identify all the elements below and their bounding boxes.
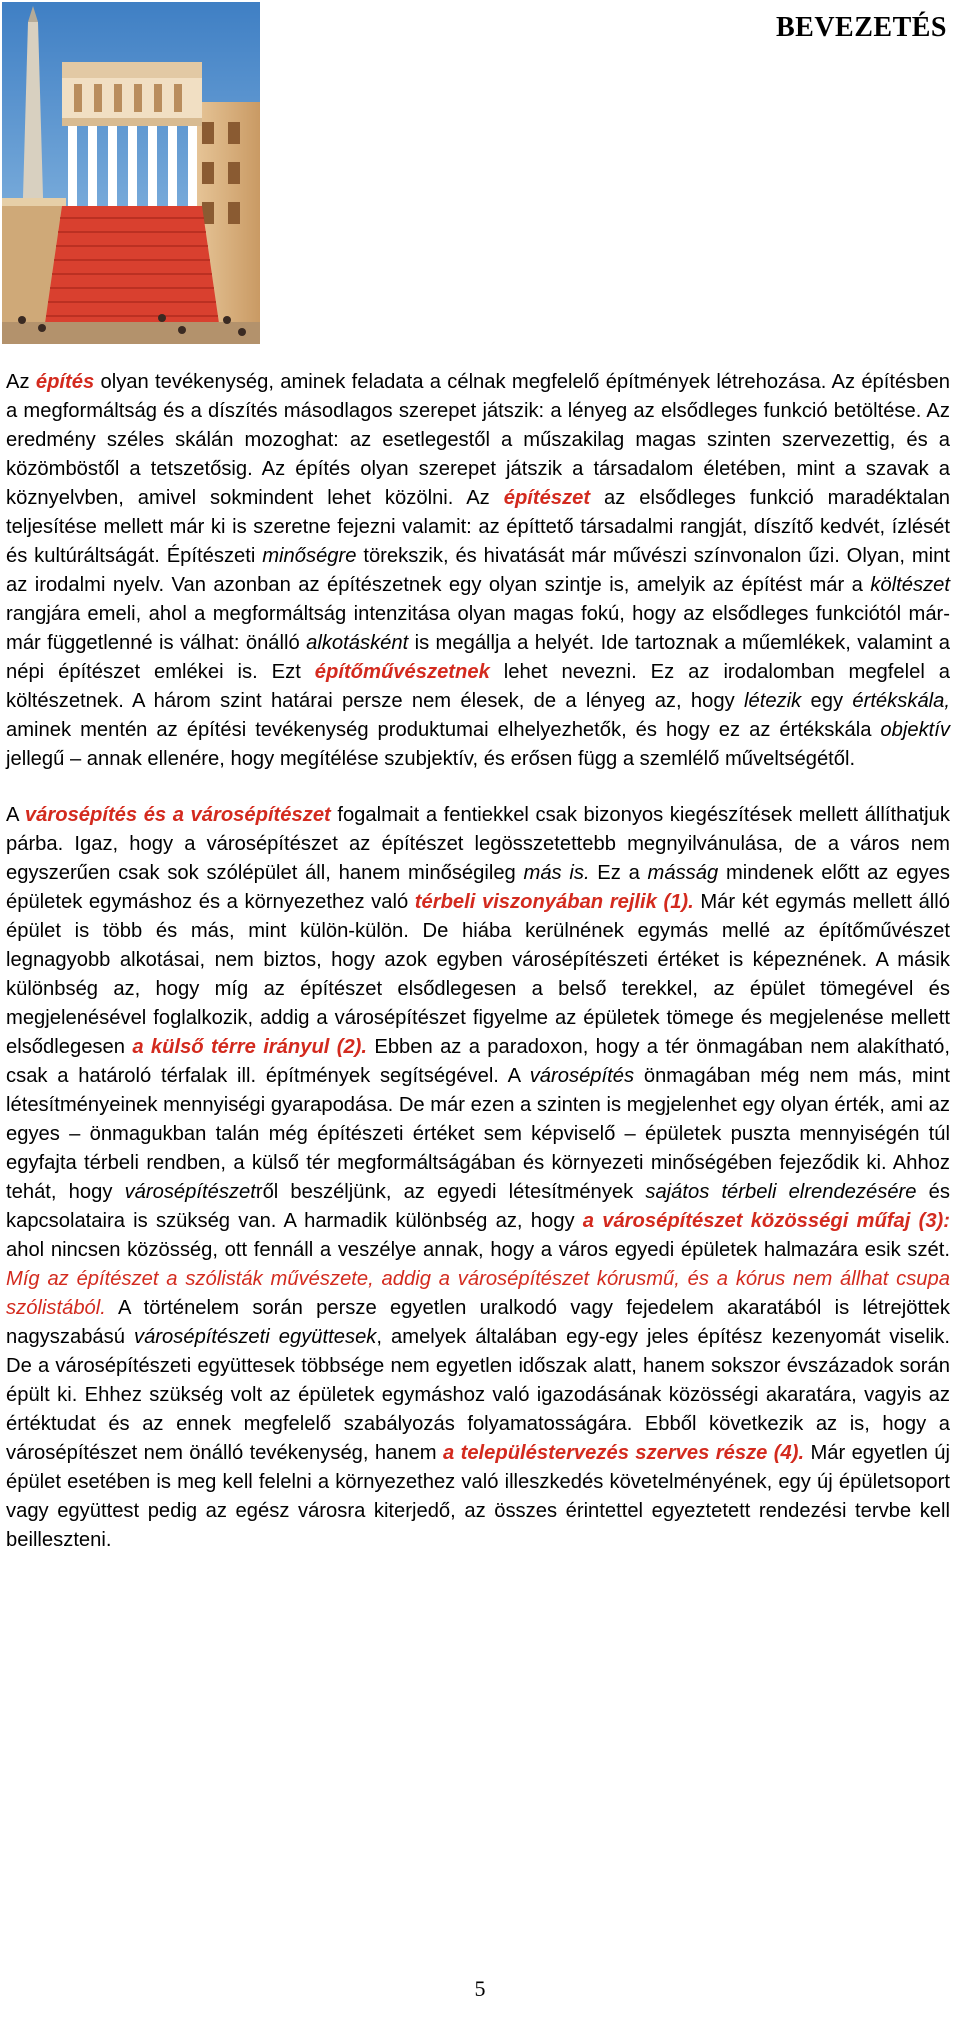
text-run: olyan tevékenység, aminek feladata a célnak megfelelő építmények létrehozása. Az építésben a megformáltság és a díszítés másodlagos szerepet játszik: a lényeg az elsődleges funkció betöltése. Az eredmény széles skálán mozoghat: az esetlegestől a műszakilag magas szinten szervezettig, és a közömböstől a tetszetősig. Az építés olyan szerepet játszik a társadalom életében, mint a szavak a köznyelvben, amivel sokmindent lehet közölni. Az	[6, 371, 950, 509]
emphasis-run: térbeli viszonyában rejlik (1).	[414, 891, 694, 913]
text-run: aminek mentén az építési tevékenység produktumai elhelyezhetők, és hogy ez az értékskála	[6, 719, 881, 741]
emphasis-run: értékskála,	[852, 690, 950, 712]
page-number: 5	[474, 1976, 486, 2001]
emphasis-run: sajátos térbeli elrendezésére	[645, 1181, 917, 1203]
text-run: Már két egymás mellett álló épület is több és más, mint külön-külön. De hiába kerülnének egymás mellé az építőművészet legnagyobb alkotásai, nem biztos, hogy azok egyben városépítészeti értéket is képeznének. A másik különbség az, hogy míg az építészet elsődlegesen a belső terekkel, az épület tömegével és megjelenésével foglalkozik, addig a városépítészet figyelme az épületek tömege és megjelenése mellett elsődlegesen	[6, 891, 950, 1058]
text-run: rangjára emeli, ahol a megformáltság intenzitása olyan magas fokú, hogy az elsődleges funkciótól már-már függetlenné is válhat: önálló	[6, 603, 950, 654]
emphasis-run: Míg az építészet a szólisták művészete, addig a városépítészet kórusmű, és a kórus nem állhat csupa szólistából.	[6, 1268, 950, 1319]
emphasis-run: minőségre	[262, 545, 357, 567]
emphasis-run: objektív	[880, 719, 950, 741]
emphasis-run: költészet	[870, 574, 950, 596]
text-run: Ez a	[589, 862, 648, 884]
text-run: mindenek előtt az egyes épületek egymáshoz és a környezethez való	[6, 862, 950, 913]
text-run: lehet nevezni. Ez az irodalomban megfelel a költészetnek. A három szint határai persze nem élesek, de a lényeg az, hogy	[6, 661, 950, 712]
text-run: jellegű – annak ellenére, hogy megítélése szubjektív, és erősen függ a szemlélő műveltségétől.	[6, 748, 856, 770]
paragraph	[6, 801, 950, 1555]
emphasis-run: városépítészeti együttesek	[133, 1326, 377, 1348]
emphasis-run: a városépítészet közösségi műfaj (3):	[582, 1210, 950, 1232]
emphasis-run: alkotásként	[306, 632, 409, 654]
text-run: is megállja a helyét. Ide tartoznak a műemlékek, valamint a népi építészet emlékei is. Ezt	[6, 632, 950, 683]
emphasis-run: építés	[35, 371, 95, 393]
body-text	[6, 368, 950, 1555]
emphasis-run: a településtervezés szerves része (4).	[443, 1442, 805, 1464]
emphasis-run: a külső térre irányul (2).	[132, 1036, 368, 1058]
text-run: , amelyek általában egy-egy jeles építész kezenyomát viselik. De a városépítészeti együttesek többsége nem egyetlen időszak alatt, hanem sokszor évszázadok során épült ki. Ehhez szükség volt az épületek egymáshoz való igazodásának közösségi akaratára, vagyis az értéktudat és az ennek megfelelő szabályozás folyamatosságára. Ebből következik az is, hogy a városépítészet nem önálló tevékenység, hanem	[6, 1326, 951, 1464]
emphasis-run: építészet	[503, 487, 591, 509]
emphasis-run: városépítészet	[124, 1181, 256, 1203]
emphasis-run: más is.	[523, 862, 590, 884]
emphasis-run: építőművészetnek	[314, 661, 490, 683]
text-run: önmagában még nem más, mint létesítményeinek mennyiségi gyarapodása. De már ezen a szinten is megjelenhet egy olyan érték, ami az egyes – önmagukban talán még építészeti értéket sem képviselő – épületek puszta mennyiségén túl egyfajta térbeli rendben, a külső tér megformáltságában és környezeti minőségében fejeződik ki. Ahhoz tehát, hogy	[6, 1065, 950, 1203]
text-run: az elsődleges funkció maradéktalan teljesítése mellett már ki is szeretne fejezni valamit: az építtető társadalmi rangját, díszítő kedvét, ízlését és kultúráltságát. Építészeti	[6, 487, 950, 567]
emphasis-run: másság	[647, 862, 719, 884]
text-run: és kapcsolataira is szükség van. A harmadik különbség az, hogy	[6, 1181, 950, 1232]
emphasis-run: létezik	[744, 690, 802, 712]
text-run: A történelem során persze egyetlen uralkodó vagy fejedelem akaratából is létrejöttek nagyszabású	[6, 1297, 950, 1348]
text-run: törekszik, és hivatását már művészi színvonalon űzi. Olyan, mint az irodalmi nyelv. Van azonban az építészetnek egy olyan szintje is, amelyik az építést már a	[6, 545, 950, 596]
text-run: Az	[6, 371, 36, 393]
text-run: Ebben az a paradoxon, hogy a tér önmagában nem alakítható, csak a határoló térfalak ill. építmények segítségével. A	[6, 1036, 950, 1087]
emphasis-run: városépítés	[529, 1065, 635, 1087]
paragraph	[6, 368, 950, 774]
text-run: ről beszéljünk, az egyedi létesítmények	[255, 1181, 646, 1203]
text-run: A	[6, 804, 25, 826]
text-run: fogalmait a fentiekkel csak bizonyos kiegészítések mellett állíthatjuk párba. Igaz, hogy a városépítészet az építészet legösszetettebb megnyilvánulása, de a város nem egyszerűen csak sok szólépület áll, hanem minőségileg	[6, 804, 950, 884]
text-run: Már egyetlen új épület esetében is meg kell felelni a környezethez való illeszkedés követelményének, egy új épületsoport vagy együttest pedig az egész városra kiterjedő, az összes érintettel egyeztetett rendezési tervbe kell beilleszteni.	[6, 1442, 950, 1551]
page-title: BEVEZETÉS	[775, 12, 947, 43]
text-run: egy	[801, 690, 853, 712]
text-run: ahol nincsen közösség, ott fennáll a veszélye annak, hogy a város egyedi épületek halmazára esik szét.	[6, 1239, 950, 1261]
classical-city-illustration-icon	[2, 2, 260, 344]
emphasis-run: városépítés és a városépítészet	[24, 804, 331, 826]
